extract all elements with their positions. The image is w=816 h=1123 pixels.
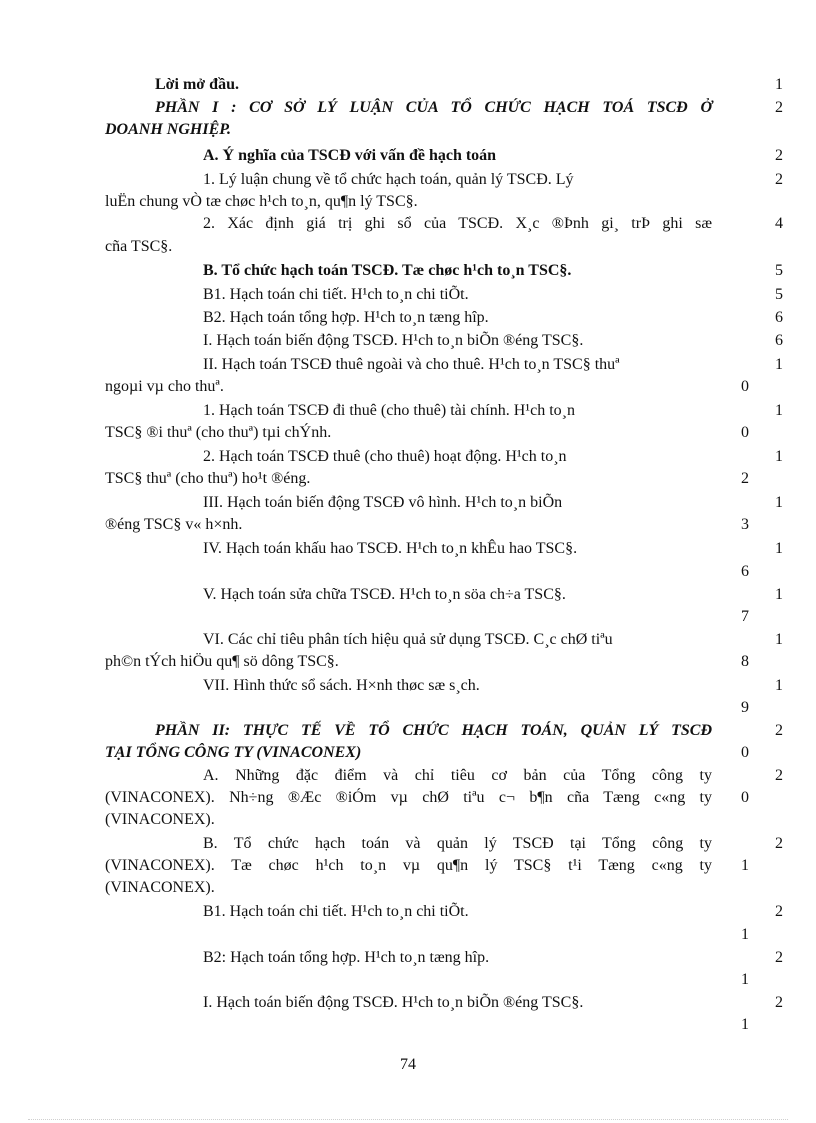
edge-page-number: 1 [775, 540, 783, 557]
edge-page-number: 2 [775, 903, 783, 920]
toc-entry-text: (VINACONEX). Nh÷ng ®Æc ®iÓm vµ chØ tiªu c¬ b¶n cña Tæng c«ng ty [105, 789, 712, 806]
edge-page-number: 2 [775, 722, 783, 739]
toc-entry-text: II. Hạch toán TSCĐ thuê ngoài và cho thuê. H¹ch to¸n TSC§ thuª [203, 356, 620, 373]
toc-entry-text: III. Hạch toán biến động TSCĐ vô hình. H¹ch to¸n biÕn [203, 494, 563, 511]
page-number: 9 [741, 699, 749, 716]
edge-page-number: 5 [775, 286, 783, 303]
toc-entry-text: V. Hạch toán sửa chữa TSCĐ. H¹ch to¸n söa ch÷a TSC§. [203, 586, 566, 603]
toc-entry-text: B2. Hạch toán tổng hợp. H¹ch to¸n tæng hîp. [203, 309, 489, 326]
page-number: 1 [741, 971, 749, 988]
toc-entry-text: I. Hạch toán biến động TSCĐ. H¹ch to¸n biÕn ®éng TSC§. [203, 332, 584, 349]
toc-entry-text: IV. Hạch toán khấu hao TSCĐ. H¹ch to¸n khÊu hao TSC§. [203, 540, 578, 557]
edge-page-number: 2 [775, 767, 783, 784]
page-number: 8 [741, 653, 749, 670]
page-number: 2 [741, 470, 749, 487]
toc-entry-text: 2. Xác định giá trị ghi sổ của TSCĐ. X¸c ®Þnh gi¸ trÞ ghi sæ [203, 215, 712, 232]
toc-entry-text: (VINACONEX). Tæ chøc h¹ch to¸n vµ qu¶n lý TSC§ t¹i Tæng c«ng ty [105, 857, 712, 874]
edge-page-number: 1 [775, 448, 783, 465]
section-b-heading: B. Tổ chức hạch toán TSCĐ. Tæ chøc h¹ch to¸n TSC§. [203, 262, 572, 279]
toc-entry-intro: Lời mở đầu. [155, 76, 239, 93]
page-number: 0 [741, 378, 749, 395]
toc-entry-text: (VINACONEX). [105, 811, 215, 828]
part-one-heading-cont: DOANH NGHIỆP. [105, 121, 231, 138]
part-one-heading: PHẦN I : CƠ SỞ LÝ LUẬN CỦA TỔ CHỨC HẠCH TOÁ TSCĐ Ở [155, 99, 712, 116]
toc-entry-text: (VINACONEX). [105, 879, 215, 896]
edge-page-number: 2 [775, 147, 783, 164]
edge-page-number: 6 [775, 332, 783, 349]
toc-entry-text: ph©n tÝch hiÖu qu¶ sö dông TSC§. [105, 653, 339, 670]
edge-page-number: 2 [775, 835, 783, 852]
edge-page-number: 4 [775, 215, 783, 232]
page-number: 1 [741, 1016, 749, 1033]
toc-entry-text: B. Tổ chức hạch toán và quản lý TSCĐ tại Tổng công ty [203, 835, 712, 852]
edge-page-number: 5 [775, 262, 783, 279]
edge-page-number: 1 [775, 402, 783, 419]
edge-page-number: 6 [775, 309, 783, 326]
edge-page-number: 2 [775, 994, 783, 1011]
edge-page-number: 1 [775, 76, 783, 93]
page-number: 1 [741, 857, 749, 874]
part-two-heading: PHẦN II: THỰC TẾ VỀ TỔ CHỨC HẠCH TOÁN, QUẢN LÝ TSCĐ [155, 722, 712, 739]
page-number: 1 [741, 926, 749, 943]
part-two-heading-cont: TẠI TỔNG CÔNG TY (VINACONEX) [105, 744, 362, 761]
toc-entry-text: 1. Hạch toán TSCĐ đi thuê (cho thuê) tài chính. H¹ch to¸n [203, 402, 575, 419]
toc-entry-text: I. Hạch toán biến động TSCĐ. H¹ch to¸n biÕn ®éng TSC§. [203, 994, 584, 1011]
toc-entry-text: B2: Hạch toán tổng hợp. H¹ch to¸n tæng hîp. [203, 949, 490, 966]
toc-entry-text: 1. Lý luận chung về tổ chức hạch toán, quản lý TSCĐ. Lý [203, 171, 574, 188]
page-number: 0 [741, 744, 749, 761]
toc-entry-text: B1. Hạch toán chi tiết. H¹ch to¸n chi tiÕt. [203, 903, 469, 920]
section-a-heading: A. Ý nghĩa của TSCĐ với vấn đề hạch toán [203, 147, 497, 164]
toc-entry-text: VI. Các chỉ tiêu phân tích hiệu quả sử dụng TSCĐ. C¸c chØ tiªu [203, 631, 613, 648]
toc-entry-text: cña TSC§. [105, 238, 173, 255]
toc-entry-text: A. Những đặc điểm và chỉ tiêu cơ bản của Tổng công ty [203, 767, 712, 784]
edge-page-number: 1 [775, 586, 783, 603]
edge-page-number: 1 [775, 677, 783, 694]
toc-entry-text: 2. Hạch toán TSCĐ thuê (cho thuê) hoạt động. H¹ch to¸n [203, 448, 567, 465]
edge-page-number: 1 [775, 494, 783, 511]
edge-page-number: 1 [775, 631, 783, 648]
toc-entry-text: luËn chung vÒ tæ chøc h¹ch to¸n, qu¶n lý TSC§. [105, 193, 418, 210]
page-number: 0 [741, 789, 749, 806]
toc-entry-text: B1. Hạch toán chi tiết. H¹ch to¸n chi tiÕt. [203, 286, 469, 303]
toc-entry-text: ngoµi vµ cho thuª. [105, 378, 224, 395]
edge-page-number: 2 [775, 99, 783, 116]
edge-page-number: 2 [775, 949, 783, 966]
edge-page-number: 2 [775, 171, 783, 188]
page-number: 0 [741, 424, 749, 441]
page-number: 7 [741, 608, 749, 625]
footer-page-number: 74 [400, 1056, 416, 1073]
page-number: 3 [741, 516, 749, 533]
toc-entry-text: VII. Hình thức sổ sách. H×nh thøc sæ s¸ch. [203, 677, 480, 694]
page-number: 6 [741, 563, 749, 580]
toc-entry-text: ®éng TSC§ v« h×nh. [105, 516, 243, 533]
edge-page-number: 1 [775, 356, 783, 373]
toc-entry-text: TSC§ ®i thuª (cho thuª) tµi chÝnh. [105, 424, 332, 441]
toc-entry-text: TSC§ thuª (cho thuª) ho¹t ®éng. [105, 470, 311, 487]
bottom-dotted-divider [28, 1119, 788, 1120]
